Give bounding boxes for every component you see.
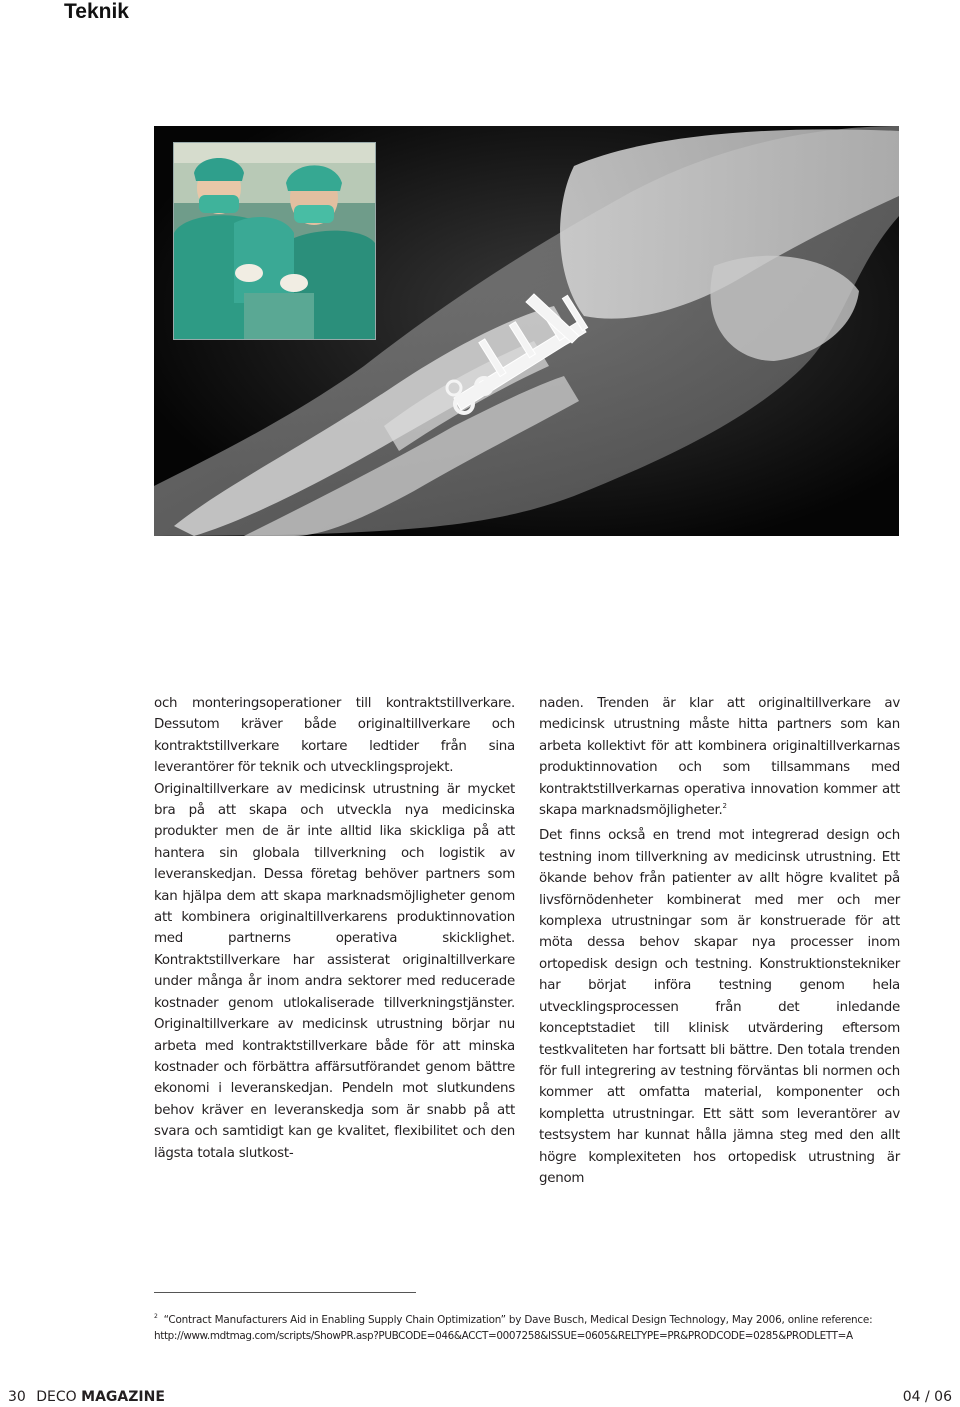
issue-number: 04 / 06 — [902, 1389, 952, 1405]
page-footer-left — [8, 1387, 165, 1407]
article-column-right — [539, 693, 900, 1189]
paragraph: och monteringsoperationer till kontraktstillverkare. Dessutom kräver både originaltillverkare och kontraktstillverkare kortare ledtider från sina leverantörer för teknik och utvecklingsprojekt. — [154, 696, 515, 776]
paragraph: Det finns också en trend mot integrerad design och testning inom tillverkning av medicinsk utrustning. Ett ökande behov från patienter av allt högre kvalitet på livsförnödenheter kombinerat med mer och mer komplexa utrustningar som är konstruerade för att möta dessa behov skapar nya processer inom ortopedisk design och testning. Konstruktionstekniker har börjat införa testning genom hela utvecklingsprocessen från det inledande konceptstadiet till klinisk utvärdering eftersom testkvaliteten har fortsatt bli bättre. Den totala trenden för full integrering av testning förväntas bli normen och kommer att omfatta material, komponenter och kompletta utrustningar. Ett sätt som leverantörer av testsystem har kunnat hålla jämna steg med den allt högre komplexiteten hos ortopedisk utrustning är genom — [539, 828, 900, 1186]
magazine-name-prefix: DECO — [36, 1389, 77, 1405]
magazine-name-suffix: MAGAZINE — [81, 1389, 165, 1405]
surgeons-photo-inset — [173, 142, 376, 340]
paragraph: Originaltillverkare av medicinsk utrustning är mycket bra på att skapa och utveckla nya medicinska produkter men de är inte alltid lika skickliga på att hantera sin globala tillverkning och logistik av leveranskedjan. Dessa företag behöver partners som kan hjälpa dem att skapa marknadsmöjligheter genom att kombinera originaltillverkarens produktinnovation med partnerns operativa skicklighet. Kontraktstillverkare har assisterat originaltillverkare under många år inom andra sektorer med reducerade kostnader genom utlokaliserade tillverkningstjänster. Originaltillverkare av medicinsk utrustning börjar nu arbeta med kontraktstillverkare både för att minska kostnader och förbättra affärsutförandet genom bättre ekonomi i leveranskedjan. Pendeln mot slutkundens behov kräver en leveranskedja som är snabb på att svara och samtidigt kan ge kvalitet, flexibilitet och den lägsta totala slutkost- — [154, 781, 515, 1161]
article-column-left — [154, 693, 515, 1164]
page-number: 30 — [8, 1389, 26, 1405]
footnote-reference[interactable]: 2 — [722, 802, 727, 811]
footnote-number: 2 — [154, 1313, 158, 1320]
footnote — [154, 1309, 899, 1344]
paragraph-text: naden. Trenden är klar att originaltillverkare av medicinsk utrustning måste hitta partners som kan arbeta kollektivt för att kombinera originaltillverkarnas produktinnovation och som tillsammans med kontraktstillverkarnas operativa innovation kommer att skapa marknadsmöjligheter. — [539, 696, 900, 819]
footnote-divider — [154, 1292, 416, 1293]
paragraph — [539, 693, 900, 821]
footnote-url-link[interactable]: http://www.mdtmag.com/scripts/ShowPR.asp?PUBCODE=046&ACCT=0007258&ISSUE=0605&RELTYPE=PR&PRODCODE=0285&PRODLETT=A — [154, 1330, 853, 1342]
footnote-text: “Contract Manufacturers Aid in Enabling Supply Chain Optimization” by Dave Busch, Medical Design Technology, May 2006, online reference: — [163, 1314, 873, 1326]
surgeons-graphic — [174, 143, 375, 339]
section-title: Teknik — [64, 0, 129, 23]
